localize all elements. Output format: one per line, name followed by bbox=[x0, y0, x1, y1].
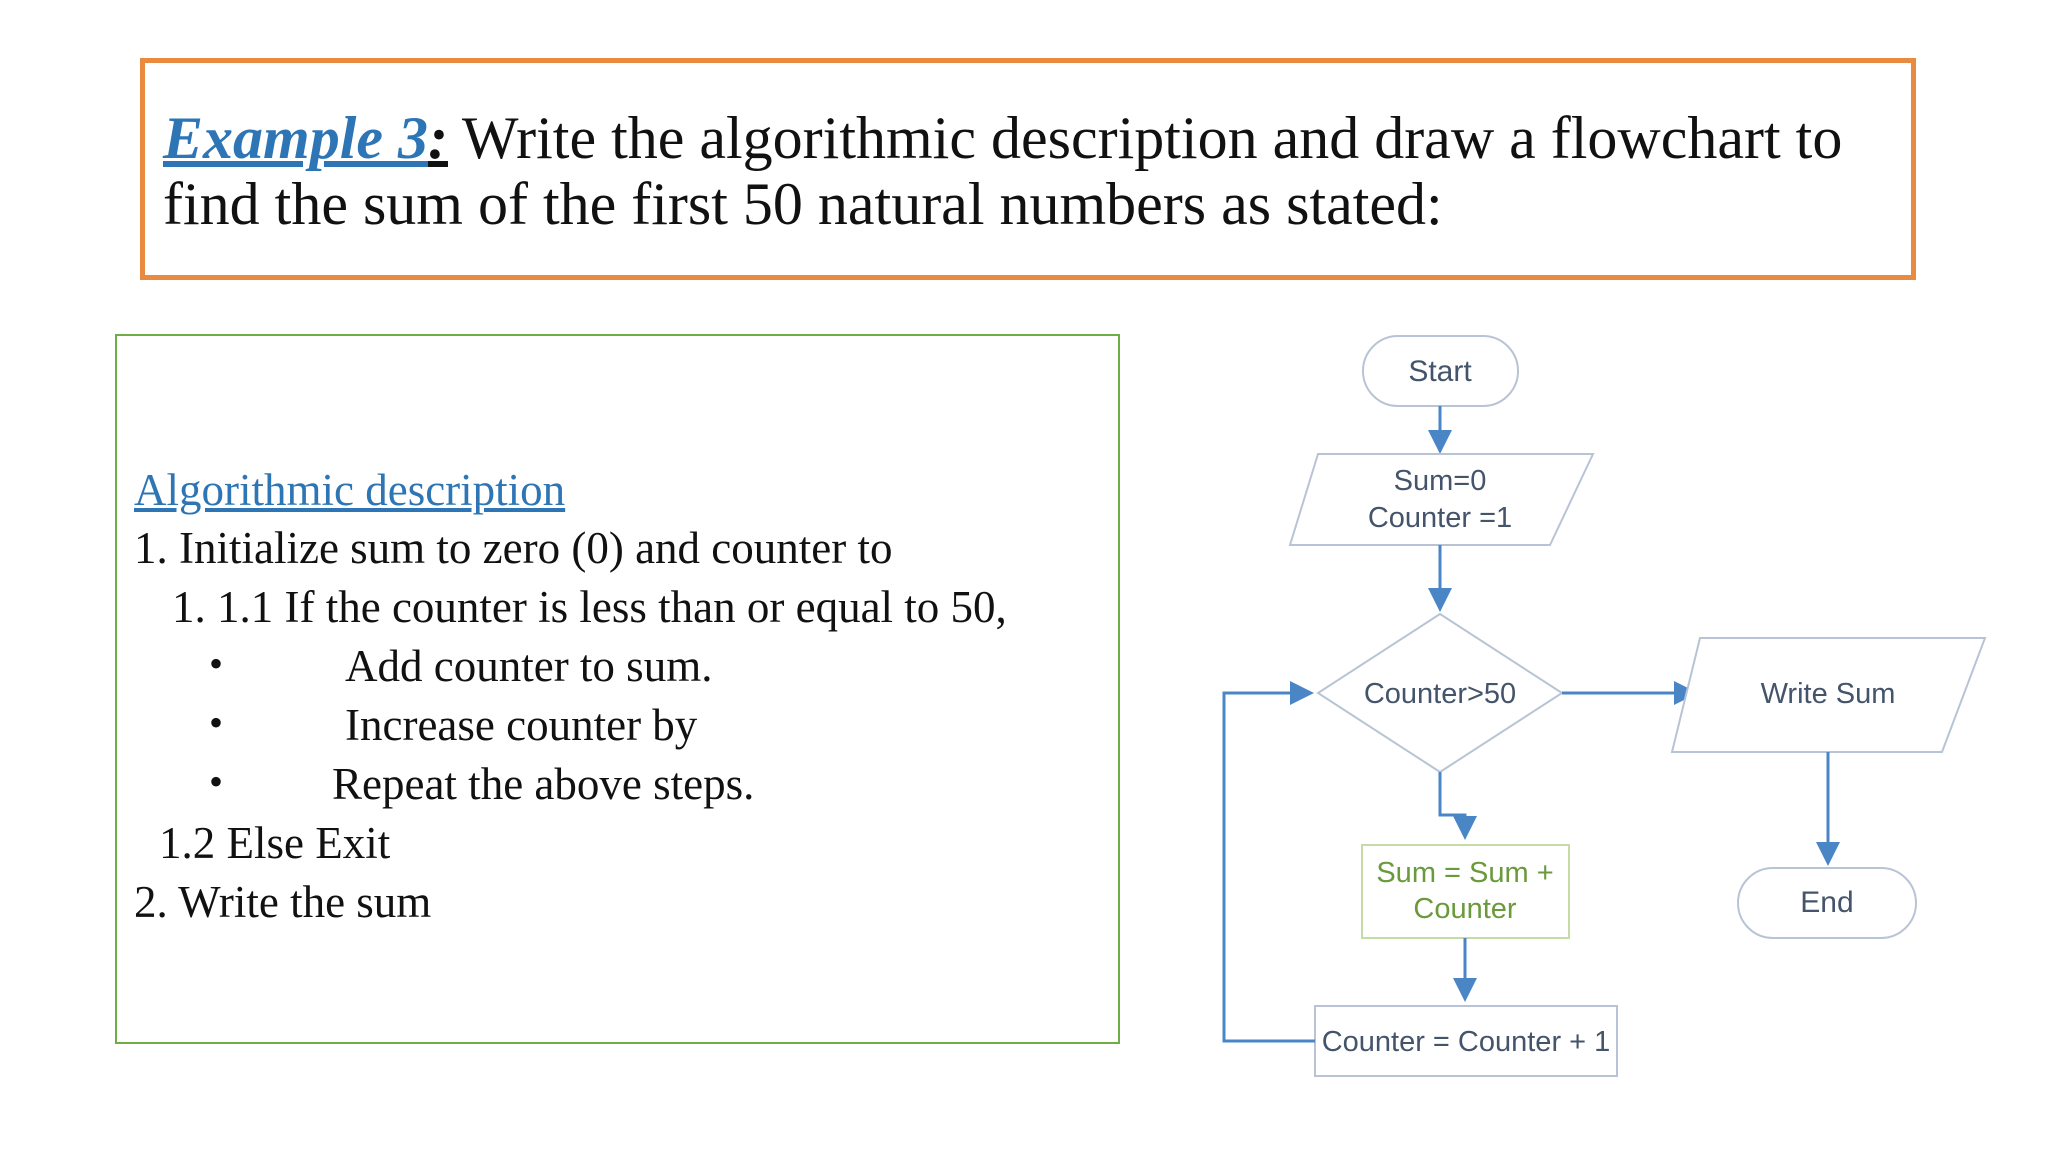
algorithm-step-1: 1. Initialize sum to zero (0) and counter to bbox=[134, 523, 893, 573]
end-label: End bbox=[1800, 886, 1854, 919]
algorithm-heading: Algorithmic description bbox=[134, 465, 566, 515]
process-line-1: Sum = Sum + bbox=[1376, 857, 1554, 889]
init-sum-label: Sum=0 bbox=[1393, 465, 1487, 497]
output-label: Write Sum bbox=[1760, 678, 1896, 710]
process-line-2: Counter bbox=[1413, 893, 1517, 925]
title-line-2: find the sum of the first 50 natural numbers as stated: bbox=[163, 171, 1443, 237]
algorithm-step-1-1: 1. 1.1 If the counter is less than or equal to 50, bbox=[172, 582, 1007, 632]
decision-label: Counter>50 bbox=[1363, 678, 1517, 710]
bullet-item-increase: Increase counter by bbox=[345, 700, 698, 750]
bullet-item-repeat: Repeat the above steps. bbox=[332, 759, 755, 809]
algorithm-step-2: 2. Write the sum bbox=[134, 877, 432, 927]
algorithm-step-1-2: 1.2 Else Exit bbox=[159, 818, 391, 868]
bullet-marker: • bbox=[209, 641, 224, 686]
start-label: Start bbox=[1408, 355, 1472, 388]
bullet-marker: • bbox=[209, 700, 224, 745]
example-colon: : bbox=[428, 105, 448, 171]
arrow-loop-back bbox=[1224, 693, 1315, 1041]
bullet-marker: • bbox=[209, 759, 224, 804]
bullet-item-add: Add counter to sum. bbox=[345, 641, 713, 691]
increment-label: Counter = Counter + 1 bbox=[1321, 1026, 1611, 1058]
title-line-1: Write the algorithmic description and draw a flowchart to bbox=[447, 105, 1843, 171]
arrow-decision-to-process bbox=[1440, 772, 1465, 834]
init-counter-label: Counter =1 bbox=[1367, 502, 1513, 534]
example-label: Example 3 bbox=[163, 105, 428, 171]
